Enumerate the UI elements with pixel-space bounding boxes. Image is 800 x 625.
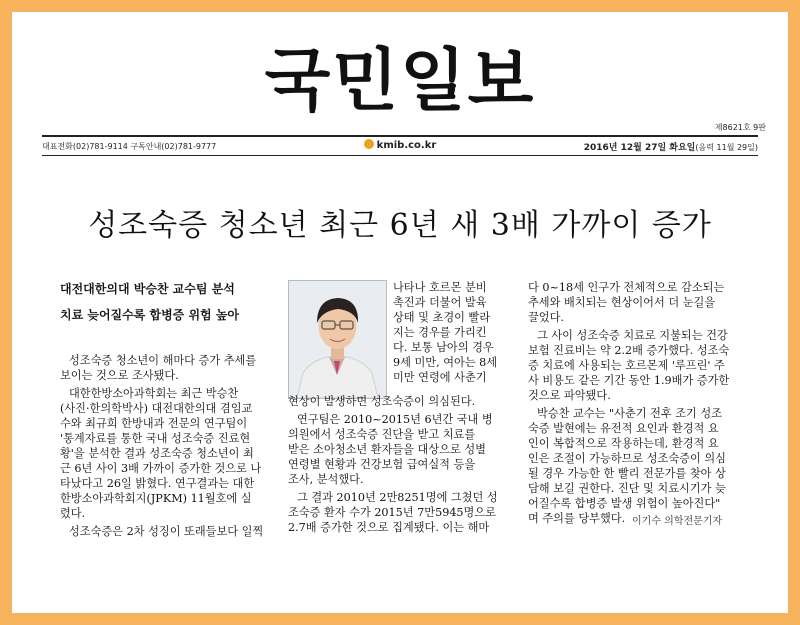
col2-line-4: 지는 경우를 가리킨 xyxy=(393,326,487,339)
col2-line-16: 2.7배 증가한 것으로 집계됐다. 이는 해마 xyxy=(288,521,490,534)
col3-line-4: 그 사이 성조숙증 치료로 지불되는 건강 xyxy=(537,329,728,342)
col1-line-3: 대한한방소아과학회는 최근 박승찬 xyxy=(69,387,239,400)
col3-line-7: 사 비용도 같은 기간 동안 1.9배가 증가한 xyxy=(528,374,730,387)
masthead-title: 국민일보 xyxy=(264,42,536,121)
col1-line-12: 성조숙증은 2차 성징이 또래들보다 일찍 xyxy=(69,525,264,538)
publication-date xyxy=(584,140,758,153)
article-headline: 성조숙증 청소년 최근 6년 새 3배 가까이 증가 xyxy=(88,208,712,243)
col3-line-9: 박승찬 교수는 "사춘기 전후 조기 성조 xyxy=(537,407,723,420)
col1-line-5: 수와 최규희 한방내과 전문의 연구팀이 xyxy=(60,417,248,430)
col1-line-1: 성조숙증 청소년이 해마다 증가 추세를 xyxy=(69,354,257,367)
col1-line-6: '통계자료를 통한 국내 성조숙증 진료현 xyxy=(60,432,251,445)
col3-line-1: 다 0~18세 인구가 전체적으로 감소되는 xyxy=(528,281,725,294)
col3-line-2: 추세와 배치되는 현상이어서 더 눈길을 xyxy=(528,296,716,309)
person-portrait-icon xyxy=(289,281,386,398)
col2-line-11: 받은 소아청소년 환자들을 대상으로 성별 xyxy=(288,443,486,456)
col2-line-10: 의원에서 성조숙증 진단을 받고 치료를 xyxy=(288,428,476,441)
col2-line-7: 미만 연령에 사춘기 xyxy=(393,371,487,384)
col1-line-11: 렸다. xyxy=(60,507,86,520)
col3-line-14: 담해 보길 권한다. 진단 및 치료시기가 늦 xyxy=(528,482,726,495)
col3-line-12: 인은 조절이 가능하므로 성조숙증이 의심 xyxy=(528,452,726,465)
col1-line-4: (사진·한의학박사) 대전대한의대 겸임교 xyxy=(60,402,253,415)
col2-line-12: 연령별 현황과 건강보험 급여실적 등을 xyxy=(288,458,476,471)
sub-heading-2: 치료 늦어질수록 합병증 위험 높아 xyxy=(60,308,240,322)
lunar-date: (음력 11월 29일) xyxy=(695,143,758,152)
date-text: 2016년 12월 27일 화요일 xyxy=(583,143,696,153)
website-text: kmib.co.kr xyxy=(376,140,437,151)
site-logo-icon xyxy=(364,139,374,149)
col3-line-3: 끌었다. xyxy=(528,311,564,324)
col1-line-2: 보이는 것으로 조사됐다. xyxy=(60,369,179,382)
bottom-rule xyxy=(42,155,758,156)
col2-line-5: 다. 보통 남아의 경우 xyxy=(393,341,494,354)
col1-line-9: 타났다고 26일 밝혔다. 연구결과는 대한 xyxy=(60,477,255,490)
col2-line-13: 조사, 분석했다. xyxy=(288,473,364,486)
col3-line-16: 며 주의를 당부했다. xyxy=(528,512,626,525)
author-photo xyxy=(288,280,387,399)
col3-line-6: 증 치료에 사용되는 호르몬제 '루프린' 주 xyxy=(528,359,725,372)
col1-line-7: 황'을 분석한 결과 성조숙증 청소년이 최 xyxy=(60,447,254,460)
col2-line-2: 촉진과 더불어 발육 xyxy=(393,296,487,309)
col3-line-8: 것으로 파악됐다. xyxy=(528,389,611,402)
col1-line-10: 한방소아과학회지(JPKM) 11월호에 실 xyxy=(60,492,252,505)
col3-line-11: 인이 복합적으로 작용하는데, 환경적 요 xyxy=(528,437,719,450)
col2-line-14: 그 결과 2010년 2만8251명에 그쳤던 성 xyxy=(297,491,498,504)
col2-line-15: 조숙증 환자 수가 2015년 7만5945명으로 xyxy=(288,506,496,519)
info-bar xyxy=(42,137,758,153)
col3-line-15: 어질수록 합병증 발생 위험이 높아진다" xyxy=(528,497,721,510)
col2-line-1: 나타나 호르몬 분비 xyxy=(393,281,487,294)
col3-line-13: 될 경우 가능한 한 빨리 전문가를 찾아 상 xyxy=(528,467,726,480)
edition-number: 제8621호 9판 xyxy=(714,123,766,132)
col2-line-3: 상태 및 초경이 빨라 xyxy=(393,311,491,324)
col2-line-8: 현상이 발생하면 성조숙증이 의심된다. xyxy=(288,395,476,408)
col2-line-9: 연구팀은 2010~2015년 6년간 국내 병 xyxy=(297,413,493,426)
col2-line-6: 9세 미만, 여아는 8세 xyxy=(393,356,498,369)
col3-line-10: 숙증 발현에는 유전적 요인과 환경적 요 xyxy=(528,422,719,435)
col3-line-5: 보험 진료비는 약 2.2배 증가했다. 성조숙 xyxy=(528,344,730,357)
phone-numbers: 대표전화(02)781-9114 구독안내(02)781-9777 xyxy=(42,142,217,151)
sub-heading-1: 대전대한의대 박승찬 교수팀 분석 xyxy=(60,282,235,296)
reporter-byline: 이기수 의학전문기자 xyxy=(632,516,723,527)
col1-line-8: 근 6년 사이 3배 가까이 증가한 것으로 나 xyxy=(60,462,262,475)
newspaper-page xyxy=(12,12,788,613)
